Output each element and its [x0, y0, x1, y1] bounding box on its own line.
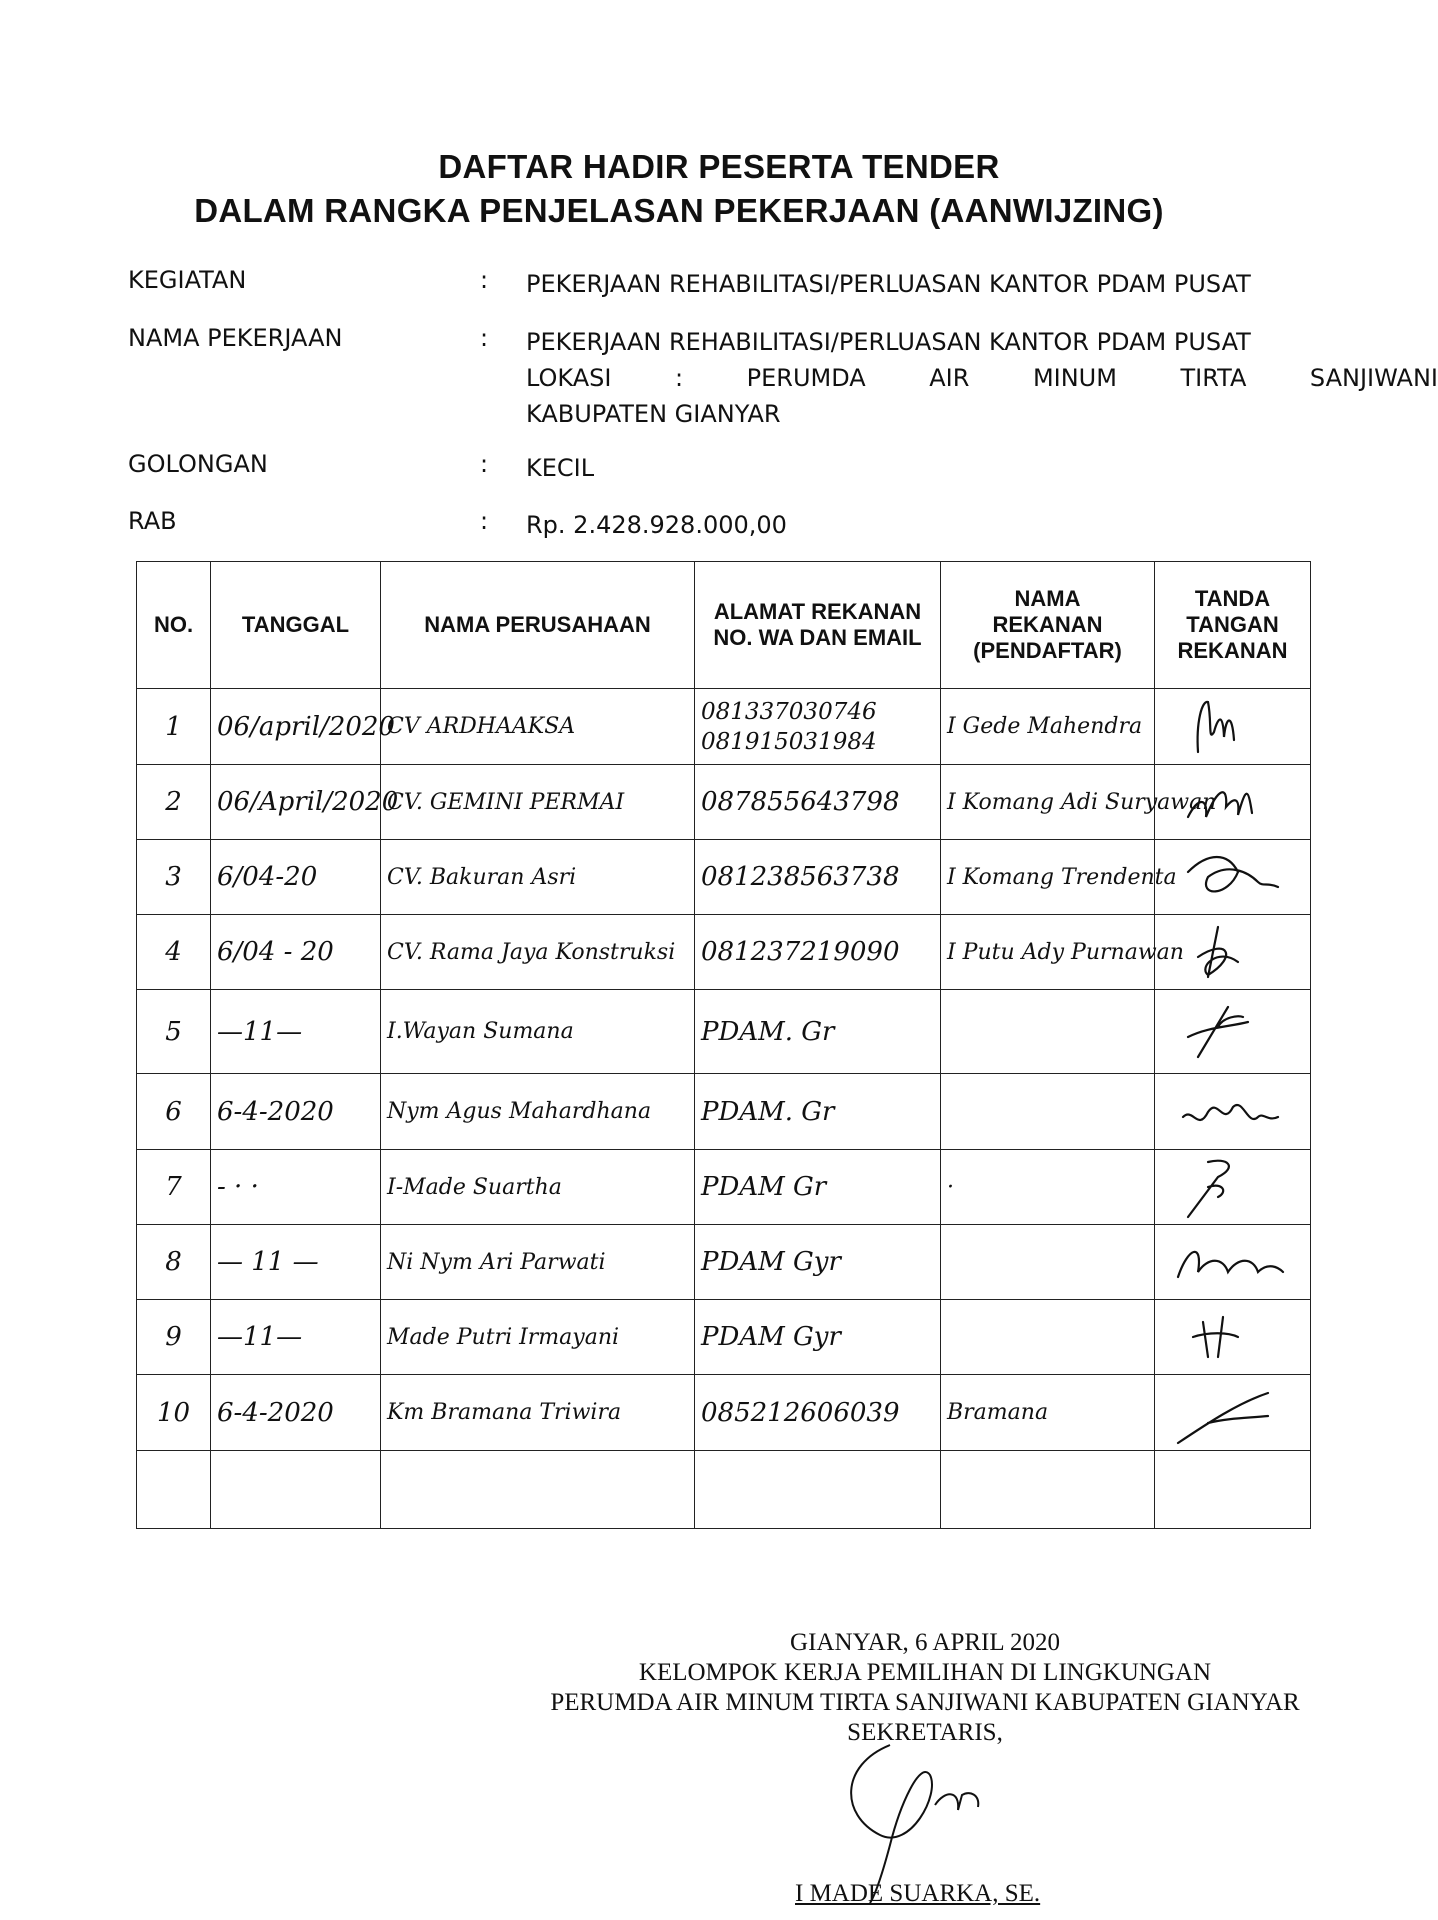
kegiatan-value: PEKERJAAN REHABILITASI/PERLUASAN KANTOR PDAM PUSAT	[526, 270, 1251, 298]
row-nama-rekanan: I Komang Adi Suryawan	[941, 765, 1155, 840]
row-no: 1	[137, 689, 211, 765]
footer-role: SEKRETARIS,	[847, 1719, 1003, 1746]
nama-pekerjaan-line1: PEKERJAAN REHABILITASI/PERLUASAN KANTOR PDAM PUSAT	[526, 328, 1251, 356]
table-row	[137, 1225, 1311, 1300]
handwritten-signature	[1168, 917, 1298, 987]
table-row	[137, 765, 1311, 840]
row-alamat: 081237219090	[695, 915, 941, 990]
handwritten-signature	[1168, 997, 1298, 1067]
table-row	[137, 990, 1311, 1074]
row-tanda-tangan	[1155, 1375, 1311, 1451]
nama-pekerjaan-line2: LOKASI : PERUMDA AIR MINUM TIRTA SANJIWANI	[526, 364, 1438, 392]
table-row	[137, 689, 1311, 765]
document-title-line1: DAFTAR HADIR PESERTA TENDER	[438, 148, 1000, 185]
row-no: 2	[137, 765, 211, 840]
nama-pekerjaan-value	[526, 324, 1438, 432]
colon: :	[480, 324, 489, 352]
row-nama-perusahaan: CV. Bakuran Asri	[381, 840, 695, 915]
row-tanda-tangan	[1155, 840, 1311, 915]
row-tanda-tangan	[1155, 1451, 1311, 1529]
table-row	[137, 1300, 1311, 1375]
colon: :	[480, 450, 489, 478]
row-alamat: 087855643798	[695, 765, 941, 840]
row-nama-perusahaan: Made Putri Irmayani	[381, 1300, 695, 1375]
row-tanggal: 6-4-2020	[211, 1074, 381, 1150]
signer-name: I MADE SUARKA, SE.	[795, 1880, 1041, 1907]
row-alamat: PDAM Gyr	[695, 1225, 941, 1300]
row-nama-rekanan	[941, 1074, 1155, 1150]
row-no: 3	[137, 840, 211, 915]
row-tanggal: 6/04 - 20	[211, 915, 381, 990]
header-nama-perusahaan: NAMA PERUSAHAAN	[381, 562, 695, 689]
row-alamat	[695, 1451, 941, 1529]
row-alamat: 081337030746 081915031984	[695, 689, 941, 765]
table-header-row	[137, 562, 1311, 689]
row-alamat: PDAM. Gr	[695, 990, 941, 1074]
row-nama-perusahaan: Km Bramana Triwira	[381, 1375, 695, 1451]
row-tanggal: —11—	[211, 1300, 381, 1375]
row-nama-rekanan	[941, 990, 1155, 1074]
row-tanggal: —11—	[211, 990, 381, 1074]
row-alamat: 085212606039	[695, 1375, 941, 1451]
row-nama-rekanan: I Komang Trendenta	[941, 840, 1155, 915]
document-title-line2: DALAM RANGKA PENJELASAN PEKERJAAN (AANWIJZING)	[194, 192, 1164, 229]
row-nama-rekanan: ·	[941, 1150, 1155, 1225]
row-nama-perusahaan: Nym Agus Mahardhana	[381, 1074, 695, 1150]
row-no: 9	[137, 1300, 211, 1375]
attendance-table	[136, 561, 1311, 1529]
nama-pekerjaan-line3: KABUPATEN GIANYAR	[526, 400, 781, 428]
header-nama-rekanan: NAMA REKANAN (PENDAFTAR)	[941, 562, 1155, 689]
rab-value: Rp. 2.428.928.000,00	[526, 511, 787, 539]
row-tanggal: 6/04-20	[211, 840, 381, 915]
row-no: 4	[137, 915, 211, 990]
row-tanggal: - · ·	[211, 1150, 381, 1225]
row-tanda-tangan	[1155, 990, 1311, 1074]
handwritten-signature	[1168, 842, 1298, 912]
row-nama-rekanan	[941, 1225, 1155, 1300]
row-tanda-tangan	[1155, 1150, 1311, 1225]
footer-place-date: GIANYAR, 6 APRIL 2020	[790, 1629, 1060, 1656]
nama-pekerjaan-label: NAMA PEKERJAAN	[128, 324, 343, 352]
row-alamat: PDAM. Gr	[695, 1074, 941, 1150]
row-nama-rekanan: Bramana	[941, 1375, 1155, 1451]
row-no: 7	[137, 1150, 211, 1225]
row-no	[137, 1451, 211, 1529]
handwritten-signature	[1168, 1152, 1298, 1222]
row-no: 6	[137, 1074, 211, 1150]
row-nama-perusahaan: Ni Nym Ari Parwati	[381, 1225, 695, 1300]
handwritten-signature	[1168, 692, 1298, 762]
row-nama-perusahaan: CV ARDHAAKSA	[381, 689, 695, 765]
row-nama-perusahaan	[381, 1451, 695, 1529]
handwritten-signature	[1168, 1302, 1298, 1372]
row-tanggal	[211, 1451, 381, 1529]
table-row	[137, 1074, 1311, 1150]
header-no: NO.	[137, 562, 211, 689]
row-nama-rekanan: I Putu Ady Purnawan	[941, 915, 1155, 990]
row-tanda-tangan	[1155, 1300, 1311, 1375]
row-no: 5	[137, 990, 211, 1074]
golongan-value: KECIL	[526, 454, 595, 482]
table-row	[137, 1150, 1311, 1225]
row-alamat: PDAM Gr	[695, 1150, 941, 1225]
kegiatan-label: KEGIATAN	[128, 266, 247, 294]
row-alamat: 081238563738	[695, 840, 941, 915]
rab-label: RAB	[128, 507, 177, 535]
golongan-label: GOLONGAN	[128, 450, 268, 478]
row-tanggal: 06/april/2020	[211, 689, 381, 765]
header-alamat: ALAMAT REKANAN NO. WA DAN EMAIL	[695, 562, 941, 689]
row-nama-perusahaan: I-Made Suartha	[381, 1150, 695, 1225]
row-nama-rekanan	[941, 1451, 1155, 1529]
row-nama-perusahaan: CV. GEMINI PERMAI	[381, 765, 695, 840]
colon: :	[480, 507, 489, 535]
row-tanda-tangan	[1155, 1225, 1311, 1300]
colon: :	[480, 266, 489, 294]
row-no: 10	[137, 1375, 211, 1451]
row-tanggal: 6-4-2020	[211, 1375, 381, 1451]
footer-organization-line: PERUMDA AIR MINUM TIRTA SANJIWANI KABUPATEN GIANYAR	[550, 1689, 1300, 1716]
row-nama-perusahaan: I.Wayan Sumana	[381, 990, 695, 1074]
table-body	[137, 689, 1311, 1529]
table-row	[137, 915, 1311, 990]
header-tanggal: TANGGAL	[211, 562, 381, 689]
row-tanggal: — 11 —	[211, 1225, 381, 1300]
row-nama-rekanan	[941, 1300, 1155, 1375]
handwritten-signature	[1168, 1227, 1298, 1297]
footer-committee-line: KELOMPOK KERJA PEMILIHAN DI LINGKUNGAN	[638, 1659, 1212, 1686]
row-tanda-tangan	[1155, 1074, 1311, 1150]
row-alamat: PDAM Gyr	[695, 1300, 941, 1375]
table-row	[137, 1375, 1311, 1451]
table-row	[137, 840, 1311, 915]
header-tanda-tangan: TANDA TANGAN REKANAN	[1155, 562, 1311, 689]
row-tanggal: 06/April/2020	[211, 765, 381, 840]
row-tanda-tangan	[1155, 689, 1311, 765]
row-nama-perusahaan: CV. Rama Jaya Konstruksi	[381, 915, 695, 990]
table-row	[137, 1451, 1311, 1529]
row-nama-rekanan: I Gede Mahendra	[941, 689, 1155, 765]
handwritten-signature	[1168, 1378, 1298, 1448]
row-no: 8	[137, 1225, 211, 1300]
handwritten-signature	[1168, 1077, 1298, 1147]
